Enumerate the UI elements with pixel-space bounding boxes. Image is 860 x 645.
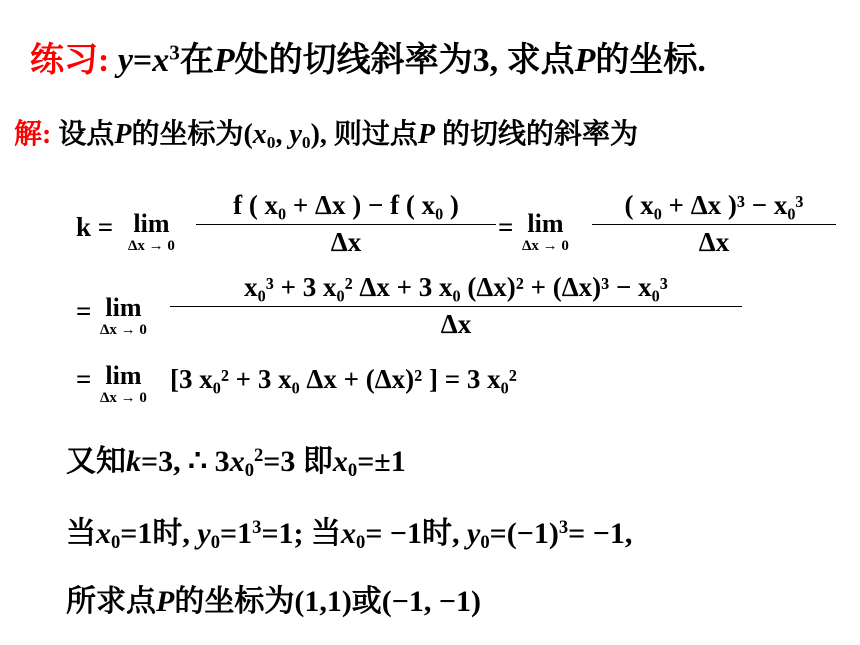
equals-sign: = (498, 212, 514, 242)
fraction-numerator: f ( x₀ + Δx ) − f ( x₀ ) (233, 190, 459, 220)
fraction-denominator: Δx (440, 309, 472, 339)
solution-text: 设点P的坐标为($x_0$, $y_0$), 则过点P 的切线的斜率为 (58, 119, 639, 152)
exercise-statement (30, 32, 706, 81)
expanded-quotient-fraction (592, 190, 836, 258)
equals-sign: = (76, 296, 92, 326)
fraction-denominator: Δx (698, 227, 730, 257)
case-evaluation-line: 当$x_0=1$时, $y_0=1^3=1$; 当$x_0= -1$时, $y_0=(-1)^3= -1$, (66, 516, 633, 554)
exercise-text: $y=x^3$在P处的切线斜率为3, 求点P的坐标. (117, 40, 706, 79)
limit-operator-4: lim Δx → 0 (100, 361, 147, 406)
fraction-denominator: Δx (330, 227, 362, 257)
difference-quotient-fraction (196, 190, 496, 258)
k-label: k = (76, 212, 114, 242)
condition-line: 又知k=3, ∴ $3x_0^2=3$ 即$x_0=\pm 1$ (66, 444, 406, 482)
fraction-numerator: x₀³ + 3 x₀² Δx + 3 x₀ (Δx)² + (Δx)³ − x₀³ (244, 272, 668, 302)
equals-sign: = (76, 364, 92, 394)
solution-label: 解: (14, 119, 52, 150)
limit-result-expression: [3 x₀² + 3 x₀ Δx + (Δx)² ] = 3 x₀² (170, 364, 517, 394)
solution-intro (14, 112, 638, 152)
limit-operator-1: lim Δx → 0 (128, 209, 175, 254)
limit-operator-2: lim Δx → 0 (522, 209, 569, 254)
polynomial-expansion-fraction (170, 272, 742, 340)
exercise-label: 练习: (30, 42, 110, 79)
fraction-numerator: ( x₀ + Δx )³ − x₀³ (624, 190, 804, 220)
limit-operator-3: lim Δx → 0 (100, 293, 147, 338)
answer-line: 所求点P的坐标为(1,1)或(−1, −1) (66, 585, 481, 618)
